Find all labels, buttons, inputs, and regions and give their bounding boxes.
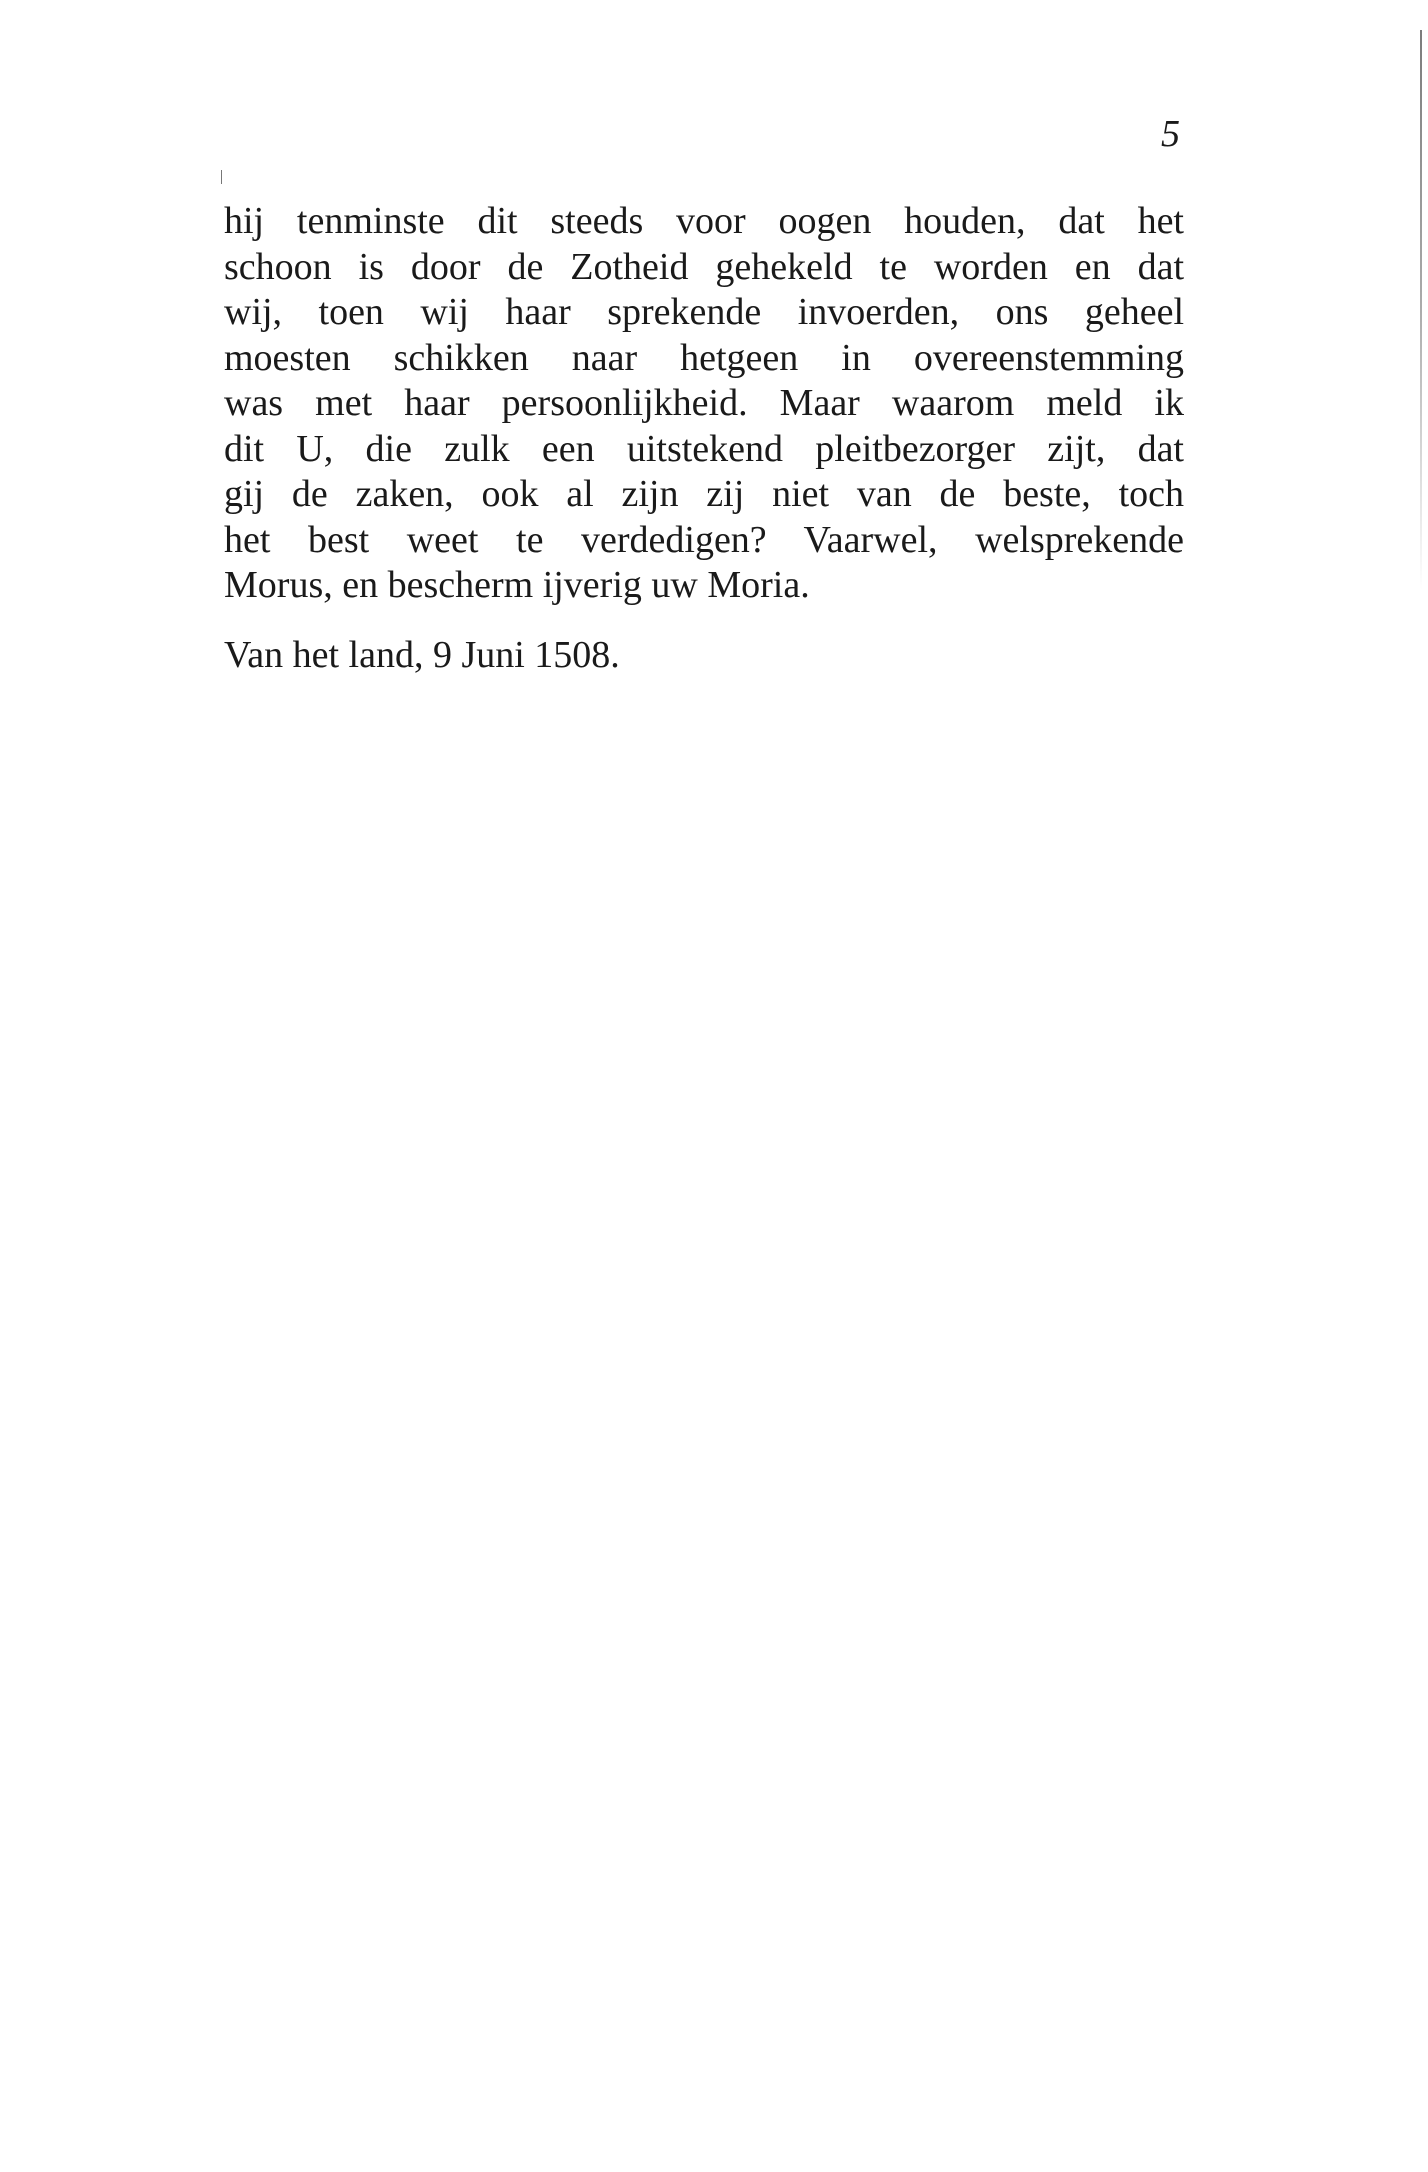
text-line: Morus, en bescherm ijverig uw Moria. — [224, 564, 810, 606]
text-line: was met haar persoonlijkheid. Maar waarom meld ik — [224, 382, 1184, 424]
text-line: het best weet te verdedigen? Vaarwel, welsprekende — [224, 518, 1184, 561]
text-line: moesten schikken naar hetgeen in overeenstemming — [224, 336, 1184, 379]
letter-dateline: Van het land, 9 Juni 1508. — [224, 634, 620, 676]
text-line: hij tenminste dit steeds voor oogen houden, dat het — [224, 200, 1184, 242]
text-line: gij de zaken, ook al zijn zij niet van de beste, toch — [224, 473, 1184, 515]
page-number: 5 — [1161, 113, 1180, 155]
scan-mark — [221, 170, 222, 184]
text-line: dit U, die zulk een uitstekend pleitbezorger zijt, dat — [224, 427, 1184, 470]
text-line: schoon is door de Zotheid gehekeld te worden en dat — [224, 245, 1184, 288]
letter-paragraph — [224, 199, 1184, 609]
text-line: wij, toen wij haar sprekende invoerden, ons geheel — [224, 291, 1184, 333]
scan-edge-shadow — [1420, 30, 1422, 590]
